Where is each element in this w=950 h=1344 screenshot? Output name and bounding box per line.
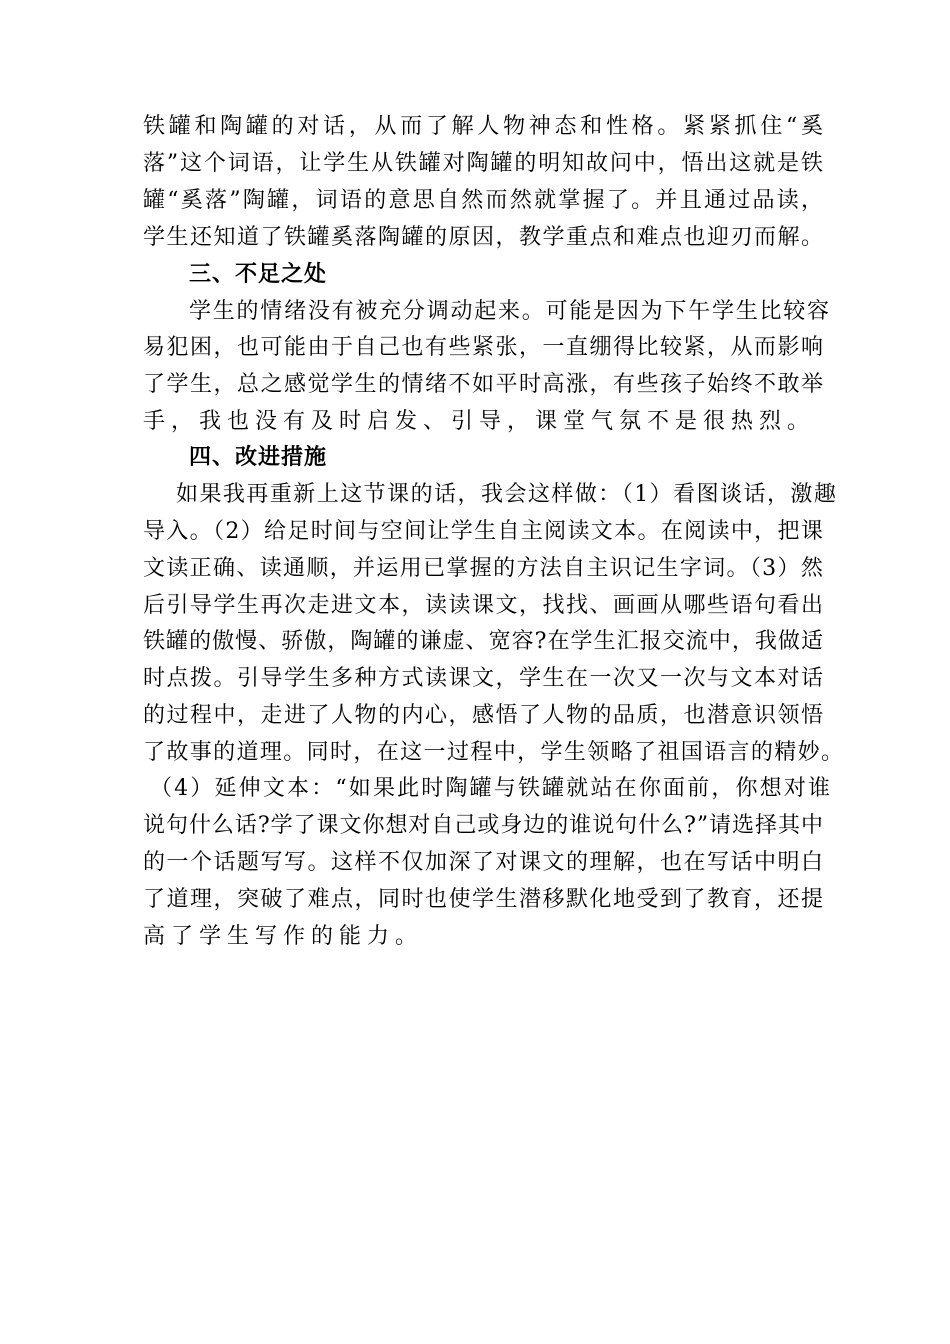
paragraph-line: 如果我再重新上这节课的话，我会这样做：（1）看图谈话，激趣 xyxy=(176,482,838,507)
paragraph-line: 铁罐和陶罐的对话，从而了解人物神态和性格。紧紧抓住“奚 xyxy=(143,114,827,139)
paragraph-line: 导入。（2）给足时间与空间让学生自主阅读文本。在阅读中，把课 xyxy=(143,519,825,544)
paragraph-line: 的一个话题写写。这样不仅加深了对课文的理解，也在写话中明白 xyxy=(143,850,825,875)
section-heading-improvements: 四、改进措施 xyxy=(189,445,328,470)
paragraph-line: 落”这个词语，让学生从铁罐对陶罐的明知故问中，悟出这就是铁 xyxy=(143,151,825,176)
paragraph-line: 易犯困，也可能由于自己也有些紧张，一直绷得比较紧，从而影响 xyxy=(143,335,825,360)
paragraph-line: 学生还知道了铁罐奚落陶罐的原因，教学重点和难点也迎刃而解。 xyxy=(143,225,825,250)
paragraph-line: 高了学生写作的能力。 xyxy=(143,924,424,949)
paragraph-line: 的过程中，走进了人物的内心，感悟了人物的品质，也潜意识领悟 xyxy=(143,703,825,728)
paragraph-line: 后引导学生再次走进文本，读读课文，找找、画画从哪些语句看出 xyxy=(143,593,825,618)
paragraph-line: 了故事的道理。同时，在这一过程中，学生领略了祖国语言的精妙。 xyxy=(143,740,845,765)
section-heading-shortcomings: 三、不足之处 xyxy=(189,262,328,287)
paragraph-line: 了学生，总之感觉学生的情绪不如平时高涨，有些孩子始终不敢举 xyxy=(143,372,825,397)
paragraph-line: （4）延伸文本：“如果此时陶罐与铁罐就站在你面前，你想对谁 xyxy=(150,776,833,801)
paragraph-line: 时点拨。引导学生多种方式读课文，学生在一次又一次与文本对话 xyxy=(143,666,825,691)
paragraph-line: 手，我也没有及时启发、引导，课堂气氛不是很热烈。 xyxy=(143,409,816,434)
paragraph-line: 说句什么话?学了课文你想对自己或身边的谁说句什么?”请选择其中 xyxy=(143,813,824,838)
paragraph-line: 文读正确、读通顺，并运用已掌握的方法自主识记生字词。（3）然 xyxy=(143,556,825,581)
paragraph-line: 铁罐的傲慢、骄傲，陶罐的谦虚、宽容?在学生汇报交流中，我做适 xyxy=(143,629,824,654)
paragraph-line: 了道理，突破了难点，同时也使学生潜移默化地受到了教育，还提 xyxy=(143,887,825,912)
paragraph-line: 学生的情绪没有被充分调动起来。可能是因为下午学生比较容 xyxy=(189,299,831,324)
paragraph-line: 罐“奚落”陶罐，词语的意思自然而然就掌握了。并且通过品读， xyxy=(143,188,826,213)
